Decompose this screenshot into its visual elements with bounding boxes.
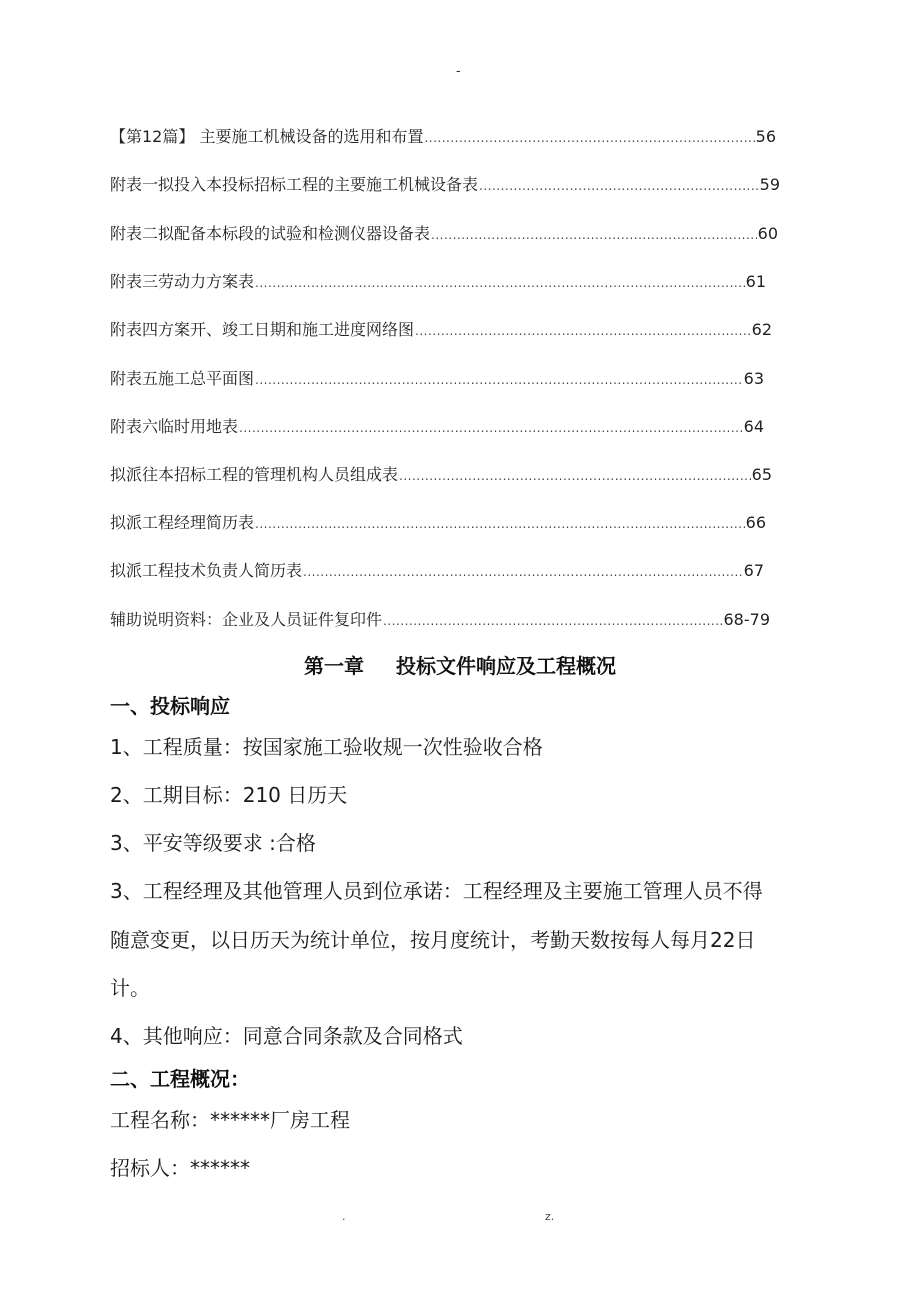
toc-entry-title: 辅助说明资料：企业及人员证件复印件 (110, 610, 383, 629)
toc-entry-title: 附表四方案开、竣工日期和施工进度网络图 (110, 320, 415, 339)
toc-leader-dots (255, 276, 745, 290)
footer-mark-right: z. (545, 1210, 555, 1223)
chapter-number: 第一章 (304, 654, 364, 678)
toc-entry-title: 附表六临时用地表 (110, 417, 239, 436)
toc-entry-page: 60 (757, 224, 778, 243)
toc-leader-dots (239, 421, 743, 435)
toc-entry-title: 附表二拟配备本标段的试验和检测仪器设备表 (110, 224, 431, 243)
toc-entry-title: 附表一拟投入本投标招标工程的主要施工机械设备表 (110, 175, 479, 194)
toc-entry-title: 【第12篇】 主要施工机械设备的选用和布置 (110, 127, 424, 146)
paragraph: 3、平安等级要求 :合格 (110, 831, 316, 855)
toc-entry-title: 拟派工程技术负责人简历表 (110, 561, 303, 580)
toc-leader-dots (399, 469, 751, 483)
toc-entry-page: 56 (755, 127, 776, 146)
toc-entry[interactable] (110, 221, 778, 247)
toc-entry-page: 68-79 (723, 610, 770, 629)
toc-leader-dots (303, 565, 743, 579)
toc-leader-dots (479, 179, 759, 193)
section-heading-bid-response: 一、投标响应 (110, 694, 230, 718)
tenderer: 招标人：****** (110, 1156, 250, 1180)
paragraph: 1、工程质量：按国家施工验收规一次性验收合格 (110, 735, 543, 759)
toc-entry[interactable] (110, 124, 776, 150)
chapter-name: 投标文件响应及工程概况 (396, 654, 616, 678)
toc-leader-dots (255, 373, 743, 387)
page-header-mark: - (456, 64, 461, 79)
toc-leader-dots (383, 614, 722, 628)
toc-entry-title: 拟派工程经理简历表 (110, 513, 255, 532)
footer-mark-left: . (342, 1210, 346, 1223)
section-heading-project-overview: 二、工程概况： (110, 1067, 250, 1091)
toc-entry[interactable] (110, 414, 764, 440)
toc-entry[interactable] (110, 462, 772, 488)
toc-entry-title: 拟派往本招标工程的管理机构人员组成表 (110, 465, 399, 484)
chapter-title (0, 650, 920, 679)
toc-entry-page: 62 (751, 320, 772, 339)
toc-entry-page: 67 (743, 561, 764, 580)
toc-entry[interactable] (110, 510, 766, 536)
toc-entry-page: 65 (751, 465, 772, 484)
toc-entry-page: 59 (759, 175, 780, 194)
toc-entry[interactable] (110, 317, 772, 343)
toc-leader-dots (424, 131, 754, 145)
project-name: 工程名称：******厂房工程 (110, 1108, 350, 1132)
toc-leader-dots (415, 324, 751, 338)
toc-entry[interactable] (110, 558, 764, 584)
paragraph: 4、其他响应：同意合同条款及合同格式 (110, 1024, 463, 1048)
paragraph: 2、工期目标：210 日历天 (110, 783, 348, 807)
toc-entry-page: 61 (745, 272, 766, 291)
toc-entry[interactable] (110, 366, 764, 392)
paragraph: 随意变更，以日历天为统计单位，按月度统计，考勤天数按每人每月22日 (110, 928, 756, 952)
toc-leader-dots (255, 517, 745, 531)
paragraph: 计。 (110, 976, 150, 1000)
toc-entry[interactable] (110, 172, 780, 198)
paragraph: 3、工程经理及其他管理人员到位承诺：工程经理及主要施工管理人员不得 (110, 879, 763, 903)
toc-entry[interactable] (110, 607, 770, 633)
toc-entry-page: 64 (743, 417, 764, 436)
toc-entry[interactable] (110, 269, 766, 295)
toc-entry-title: 附表三劳动力方案表 (110, 272, 255, 291)
toc-entry-page: 66 (745, 513, 766, 532)
toc-leader-dots (431, 228, 757, 242)
toc-entry-page: 63 (743, 369, 764, 388)
toc-entry-title: 附表五施工总平面图 (110, 369, 255, 388)
